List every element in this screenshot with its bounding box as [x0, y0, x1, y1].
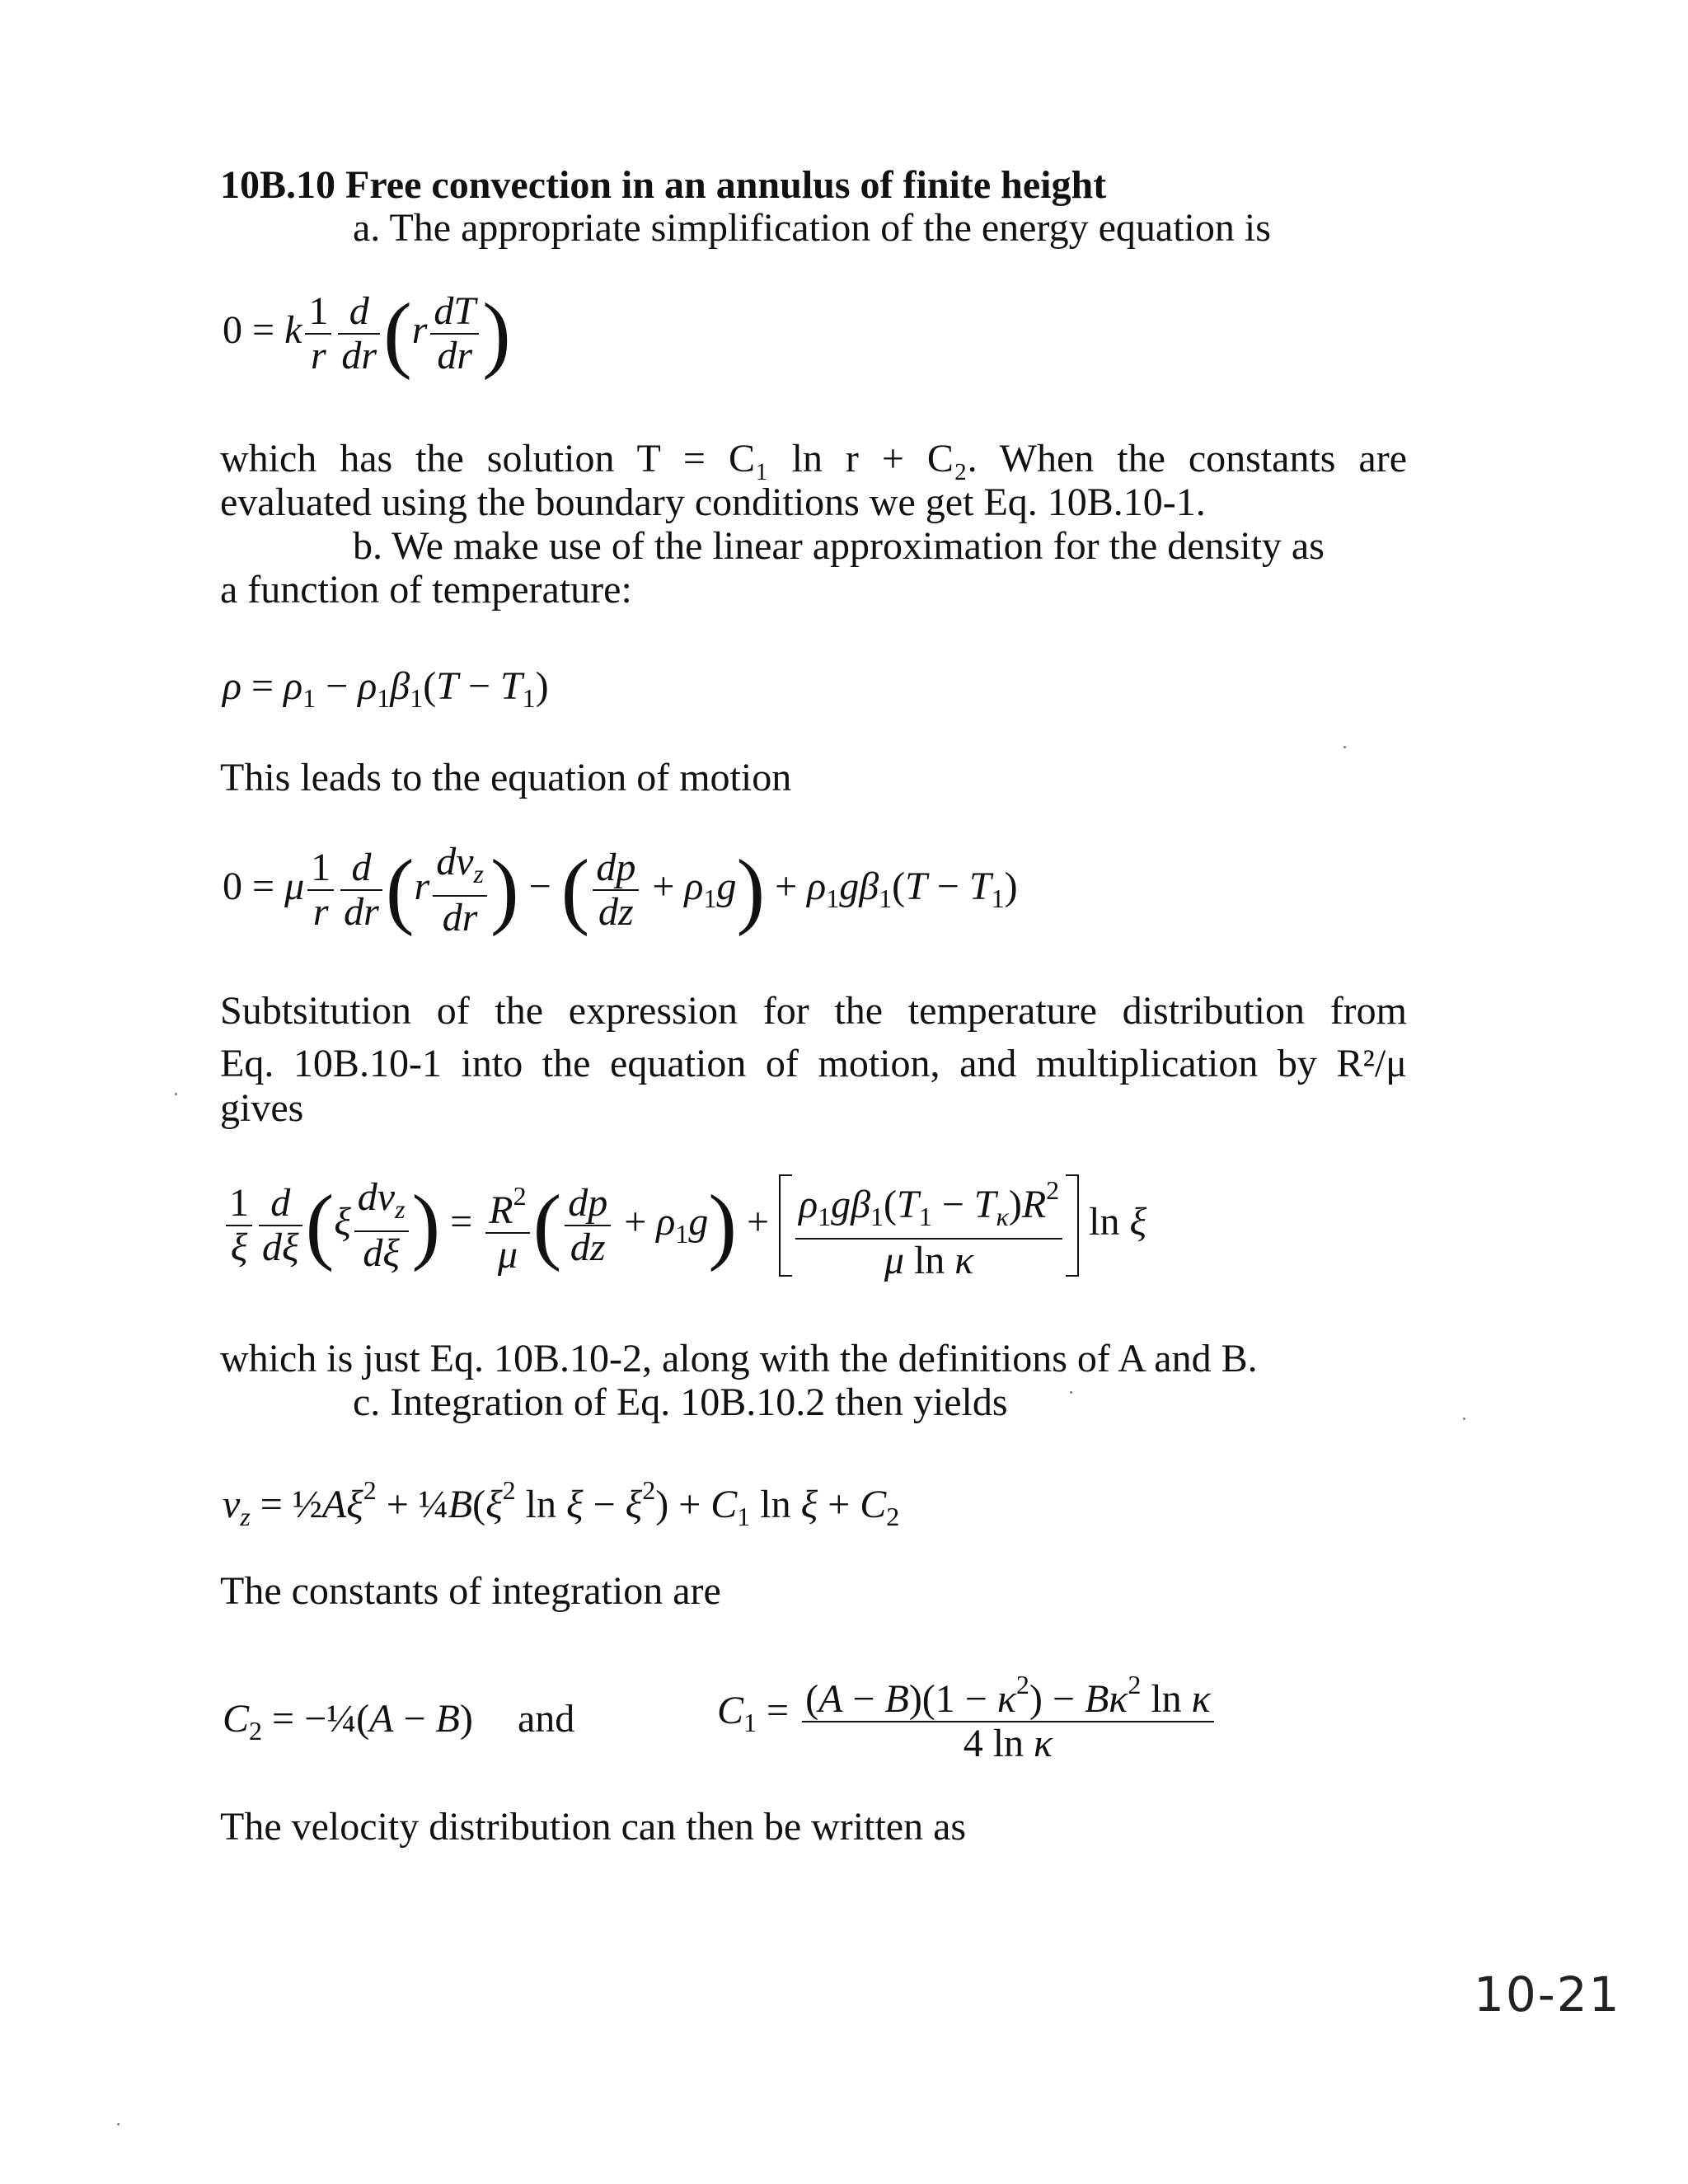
motion-equation: 0 = μ $\frac{1}{r}$ $\frac{d}{dr}$ (r $\frac{dv_z}{dr}$ ) − ( $\frac{dp}{dz}$ + $\rho_1g) + \rho_1g\beta_1(T - T_1)$	[223, 840, 1018, 940]
section-heading: 10B.10 Free convection in an annulus of finite height	[220, 163, 1107, 207]
energy-equation: 0 = k $\frac{1}{r}$ $\frac{d}{dr}$ (r $\frac{dT}{dr}$ )	[223, 286, 511, 381]
and-connector: and	[518, 1697, 575, 1741]
part-b-line1: b. We make use of the linear approximation for the density as	[353, 524, 1325, 568]
page-number: 10-21	[1474, 1966, 1621, 2022]
substitution-text-line1: Subtsitution of the expression for the temperature distribution from	[220, 989, 1407, 1033]
part-a-intro: a. The appropriate simplification of the energy equation is	[353, 206, 1271, 250]
c1-equation: $C_1$ = $\frac{(A - B)(1 - \kappa^2) - B\kappa^2 \ln \kappa}{\text{4 ln κ}}$	[717, 1663, 1217, 1765]
scan-speck	[175, 1093, 177, 1095]
scan-speck	[1070, 1391, 1072, 1394]
solution-text-line1: which has the solution T = C₁ ln r + C₂. When the constants are	[220, 437, 1407, 480]
velocity-distribution-text: The velocity distribution can then be written as	[220, 1805, 967, 1849]
scan-speck	[1463, 1418, 1465, 1420]
substitution-text-line3: gives	[220, 1086, 304, 1130]
scan-speck	[1343, 746, 1346, 748]
part-b-line2: a function of temperature:	[220, 568, 632, 612]
part-c-intro: c. Integration of Eq. 10B.10.2 then yields	[353, 1380, 1008, 1424]
motion-intro-text: This leads to the equation of motion	[220, 756, 792, 799]
scan-speck	[117, 2123, 120, 2125]
c2-equation: $C_2$ = −¼(A − B)	[223, 1697, 473, 1746]
eq2-reference-text: which is just Eq. 10B.10-2, along with the definitions of A and B.	[220, 1337, 1258, 1380]
velocity-general-equation: $v_z$ = $\frac{1}{2}A\xi^2$ + $\frac{1}{4}B(\xi^2$ $\ln \xi - \xi^2) + C_1$ $\ln \xi + C_2$	[223, 1475, 900, 1531]
constants-intro-text: The constants of integration are	[220, 1569, 721, 1613]
solution-text-line2: evaluated using the boundary conditions we get Eq. 10B.10-1.	[220, 480, 1206, 524]
dimensionless-equation: $\frac{1}{\xi}$ $\frac{d}{d\xi}$ (ξ $\frac{dv_z}{d\xi}$ ) = $\frac{R^2}{\mu}$ ( $\frac{dp}{dz}$ + $\rho_1g$) + $\frac{\rho_1g\beta_1(T_1 - T_\kappa)R^2}{\text{μ ln κ}}$ ln ξ	[223, 1169, 1146, 1282]
density-equation: $\rho = \rho_1 - \rho_1\beta_1(T - T_1)$	[223, 664, 549, 713]
substitution-text-line2: Eq. 10B.10-1 into the equation of motion, and multiplication by R²/μ	[220, 1042, 1407, 1085]
